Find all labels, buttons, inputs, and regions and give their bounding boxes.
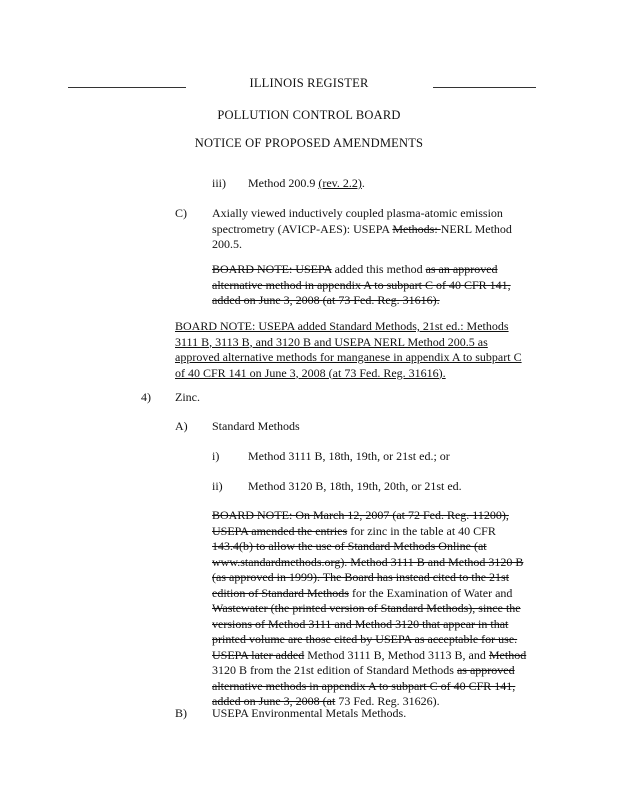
item-a-i-label: i) bbox=[212, 449, 220, 463]
deleted-text: as an approved alternative method in appendix A to subpart C of 40 CFR 141, added on June 3, 2008 bbox=[212, 262, 511, 307]
item-a-label: A) bbox=[175, 419, 188, 433]
item-a-text: Standard Methods bbox=[212, 419, 300, 433]
deleted-text: BOARD NOTE: USEPA bbox=[212, 262, 332, 276]
inserted-text: (rev. 2.2) bbox=[318, 176, 362, 190]
item-c-board-note: BOARD NOTE: USEPA added this method as an approved alternative method in appendix A to subpart C of 40 CFR 141, added on June 3, 2008 (at 73 Fed. Reg. 31616). bbox=[212, 262, 511, 307]
item-a-ii-text: Method 3120 B, 18th, 19th, 20th, or 21st ed. bbox=[248, 479, 462, 493]
item-4-text: Zinc. bbox=[175, 390, 200, 404]
notice-title: NOTICE OF PROPOSED AMENDMENTS bbox=[194, 136, 424, 150]
item-b-text: USEPA Environmental Metals Methods. bbox=[212, 706, 407, 720]
item-b-label: B) bbox=[175, 706, 187, 720]
deleted-text: BOARD NOTE: On March 12, 2007 (at 72 Fed. Reg. 11200), USEPA amended the entries bbox=[212, 508, 509, 538]
deleted-text: Method bbox=[488, 647, 527, 662]
item-a-ii-label: ii) bbox=[212, 479, 223, 493]
register-title: ILLINOIS REGISTER bbox=[249, 76, 369, 90]
deleted-text: 143.4(b) to allow the use of Standard Methods Online (at www.standardmethods.org). Method 3111 B and Method 3120 B (as approved in 1999). The Board has instead cited to the 21st edition of Standard Methods bbox=[212, 539, 524, 600]
board-title: POLLUTION CONTROL BOARD bbox=[217, 108, 401, 122]
item-iii-text: Method 200.9 (rev. 2.2). bbox=[248, 176, 365, 190]
item-c-text: Axially viewed inductively coupled plasma-atomic emission spectrometry (AVICP-AES): USEPA Methods: NERL Method 200.5. bbox=[212, 206, 512, 251]
deleted-text: (at 73 Fed. Reg. 31616). bbox=[322, 293, 440, 307]
deleted-text: as approved alternative methods in appendix A to subpart C of 40 CFR 141, added on June 3, 2008 (at bbox=[212, 663, 516, 708]
item-a-i-text: Method 3111 B, 18th, 19th, or 21st ed.; or bbox=[248, 449, 450, 463]
deleted-text: Wastewater (the printed version of Standard Methods), since the versions of Method 3111 and Method 3120 that appear in that printed volume are those cited by USEPA as acceptable for use. USEPA later added bbox=[212, 601, 521, 662]
item-4-label: 4) bbox=[141, 390, 151, 404]
deleted-text: Methods: bbox=[392, 221, 441, 236]
item-iii-label: iii) bbox=[212, 176, 226, 190]
zinc-board-note: BOARD NOTE: On March 12, 2007 (at 72 Fed. Reg. 11200), USEPA amended the entries for zinc in the table at 40 CFR 143.4(b) to allow the use of Standard Methods Online (at www.standardmethods.org). Method 3111 B and Method 3120 B (as approved in 1999). The Board has instead cited to the 21st edition of Standard Methods for the Examination of Water and Wastewater (the printed version of Standard Methods), since the versions of Method 3111 and Method 3120 that appear in that printed volume are those cited by USEPA as acceptable for use. USEPA later added Method 3111 B, Method 3113 B, and Method 3120 B from the 21st edition of Standard Methods as approved alternative methods in appendix A to subpart C of 40 CFR 141, added on June 3, 2008 (at 73 Fed. Reg. 31626). bbox=[212, 508, 527, 708]
item-c-label: C) bbox=[175, 206, 187, 220]
manganese-board-note: BOARD NOTE: USEPA added Standard Methods, 21st ed.: Methods 3111 B, 3113 B, and 3120 B and USEPA NERL Method 200.5 as approved alternative methods for manganese in appendix A to subpart C of 40 CFR 141 on June 3, 2008 (at 73 Fed. Reg. 31616). bbox=[175, 319, 522, 380]
